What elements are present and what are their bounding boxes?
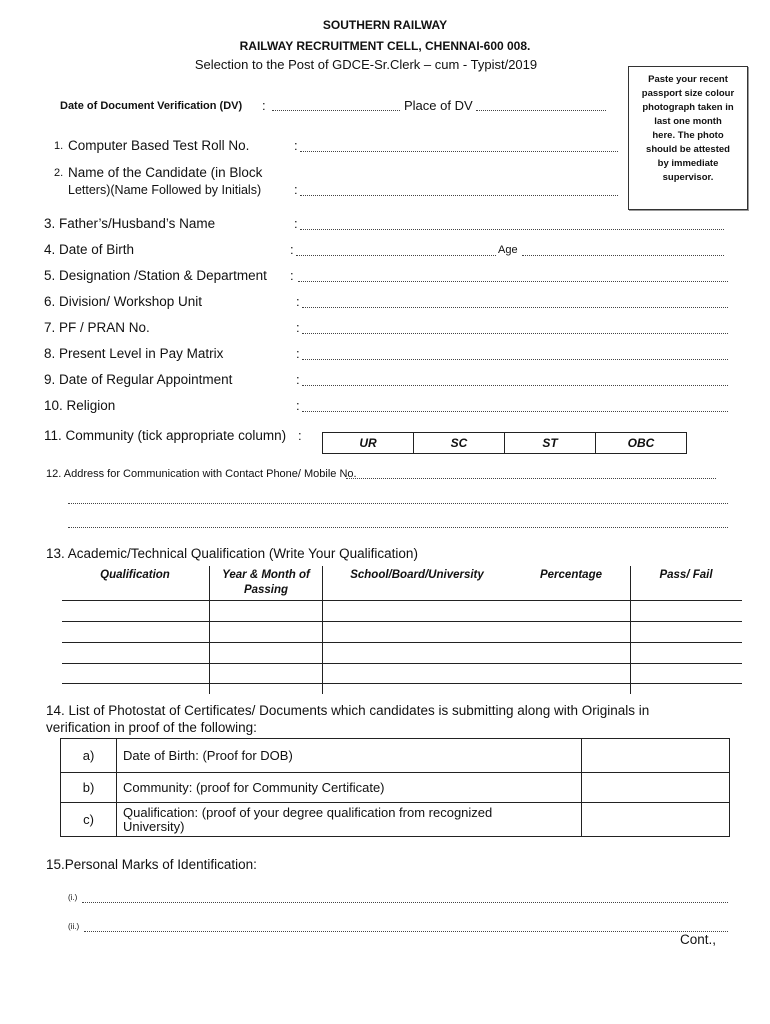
division-field[interactable]: [302, 307, 728, 308]
certificate-checkbox-cell[interactable]: [582, 773, 730, 803]
community-option-st[interactable]: ST: [505, 433, 596, 454]
col-header-school: School/Board/University: [350, 569, 484, 581]
roll-number-field[interactable]: [300, 151, 618, 152]
community-option-obc[interactable]: OBC: [596, 433, 687, 454]
colon: :: [296, 398, 300, 413]
colon: :: [296, 372, 300, 387]
candidate-name-label-line2: Letters)(Name Followed by Initials): [68, 183, 262, 197]
continued-note: Cont.,: [680, 932, 717, 947]
division-label: 6. Division/ Workshop Unit: [44, 294, 203, 309]
certificate-checkbox-cell[interactable]: [582, 739, 730, 773]
identification-mark-1-field[interactable]: [82, 902, 728, 903]
table-row: [61, 739, 730, 773]
appointment-date-label: 9. Date of Regular Appointment: [44, 372, 233, 387]
table-row: [61, 773, 730, 803]
father-husband-name-label: 3. Father’s/Husband’s Name: [44, 216, 216, 231]
table-divider: [209, 566, 210, 694]
photo-instruction-line: should be attested: [646, 144, 730, 155]
photo-box[interactable]: [628, 66, 748, 210]
community-label: 11. Community (tick appropriate column): [44, 428, 287, 443]
community-option-sc[interactable]: SC: [414, 433, 505, 454]
religion-field[interactable]: [302, 411, 728, 412]
col-header-year: [210, 568, 322, 598]
col-header-year-line2: Passing: [243, 584, 289, 596]
table-row-line: [62, 621, 742, 622]
photo-instruction-line: photograph taken in: [642, 102, 734, 113]
pay-level-field[interactable]: [302, 359, 728, 360]
certificate-label: c): [61, 803, 117, 837]
identification-mark-1-label: (i.): [68, 893, 78, 902]
table-row-line: [62, 663, 742, 664]
photo-instruction-line: passport size colour: [641, 88, 735, 99]
pf-pran-field[interactable]: [302, 333, 728, 334]
colon: :: [298, 428, 302, 443]
address-field-line3[interactable]: [68, 527, 728, 528]
col-header-pass-fail: Pass/ Fail: [659, 569, 713, 581]
address-field-line1[interactable]: [346, 478, 716, 479]
identification-title: 15.Personal Marks of Identification:: [46, 857, 257, 872]
certificate-desc: [117, 803, 582, 837]
religion-label: 10. Religion: [44, 398, 116, 413]
community-options: [322, 432, 687, 454]
identification-mark-2-label: (ii.): [68, 922, 80, 931]
dv-place-label: Place of DV: [404, 98, 473, 113]
header-post-title: Selection to the Post of GDCE-Sr.Clerk – cum - Typist/2019: [194, 57, 538, 72]
qualification-section-title: 13. Academic/Technical Qualification (Write Your Qualification): [46, 546, 418, 561]
certificate-desc-line: Qualification: (proof of your degree qualification from recognized: [123, 804, 493, 820]
roll-number-label: Computer Based Test Roll No.: [68, 138, 250, 153]
certificates-title-line2: verification in proof of the following:: [46, 720, 257, 735]
candidate-name-label-line1: Name of the Candidate (in Block: [68, 165, 263, 180]
dv-place-field[interactable]: [476, 110, 606, 111]
date-of-birth-field[interactable]: [296, 255, 496, 256]
certificate-label: b): [61, 773, 117, 803]
col-header-qualification: Qualification: [100, 569, 170, 581]
header-title: SOUTHERN RAILWAY: [322, 18, 448, 32]
colon: :: [294, 216, 298, 231]
photo-instruction-line: supervisor.: [662, 172, 714, 183]
table-row-line: [62, 642, 742, 643]
certificate-desc: [117, 773, 582, 803]
certificate-desc-line: University): [123, 818, 185, 834]
colon: :: [294, 182, 298, 197]
appointment-date-field[interactable]: [302, 385, 728, 386]
address-label: 12. Address for Communication with Contact Phone/ Mobile No.: [46, 468, 357, 480]
field-number: 1.: [54, 140, 64, 152]
father-husband-name-field[interactable]: [300, 229, 724, 230]
date-of-birth-label: 4. Date of Birth: [44, 242, 135, 257]
dv-colon: :: [262, 98, 266, 113]
header-subtitle: RAILWAY RECRUITMENT CELL, CHENNAI-600 008.: [239, 39, 531, 53]
table-divider: [322, 566, 323, 694]
colon: :: [294, 138, 298, 153]
certificate-label: a): [61, 739, 117, 773]
photo-instruction-line: last one month: [654, 116, 722, 127]
certificate-desc: [117, 739, 582, 773]
certificate-checkbox-cell[interactable]: [582, 803, 730, 837]
pf-pran-label: 7. PF / PRAN No.: [44, 320, 150, 335]
table-divider: [630, 566, 631, 694]
identification-mark-2-field[interactable]: [84, 931, 728, 932]
photo-instruction-line: by immediate: [657, 158, 719, 169]
table-row: [61, 803, 730, 837]
colon: :: [290, 268, 294, 283]
table-row-line: [62, 683, 742, 684]
age-field[interactable]: [522, 255, 724, 256]
dv-date-field[interactable]: [272, 110, 400, 111]
field-number: 2.: [54, 167, 64, 179]
colon: :: [290, 242, 294, 257]
age-label: Age: [498, 244, 518, 256]
designation-field[interactable]: [298, 281, 728, 282]
certificate-desc-line: Community: (proof for Community Certificate): [123, 779, 385, 795]
photo-instruction-line: Paste your recent: [648, 74, 728, 85]
candidate-name-field[interactable]: [300, 195, 618, 196]
table-row-line: [62, 600, 742, 601]
certificates-table: [60, 738, 730, 837]
photo-instruction-line: here. The photo: [652, 130, 724, 141]
pay-level-label: 8. Present Level in Pay Matrix: [44, 346, 224, 361]
designation-label: 5. Designation /Station & Department: [44, 268, 267, 283]
dv-date-label: Date of Document Verification (DV): [60, 100, 243, 112]
certificate-desc-line: Date of Birth: (Proof for DOB): [123, 747, 293, 763]
colon: :: [296, 320, 300, 335]
col-header-year-line1: Year & Month of: [222, 569, 310, 581]
colon: :: [296, 294, 300, 309]
address-field-line2[interactable]: [68, 503, 728, 504]
colon: :: [296, 346, 300, 361]
community-option-ur[interactable]: UR: [323, 433, 414, 454]
certificates-title-line1: 14. List of Photostat of Certificates/ Documents which candidates is submitting along with Originals in: [46, 703, 650, 718]
qualification-table: [62, 566, 742, 694]
col-header-percentage: Percentage: [539, 569, 602, 581]
